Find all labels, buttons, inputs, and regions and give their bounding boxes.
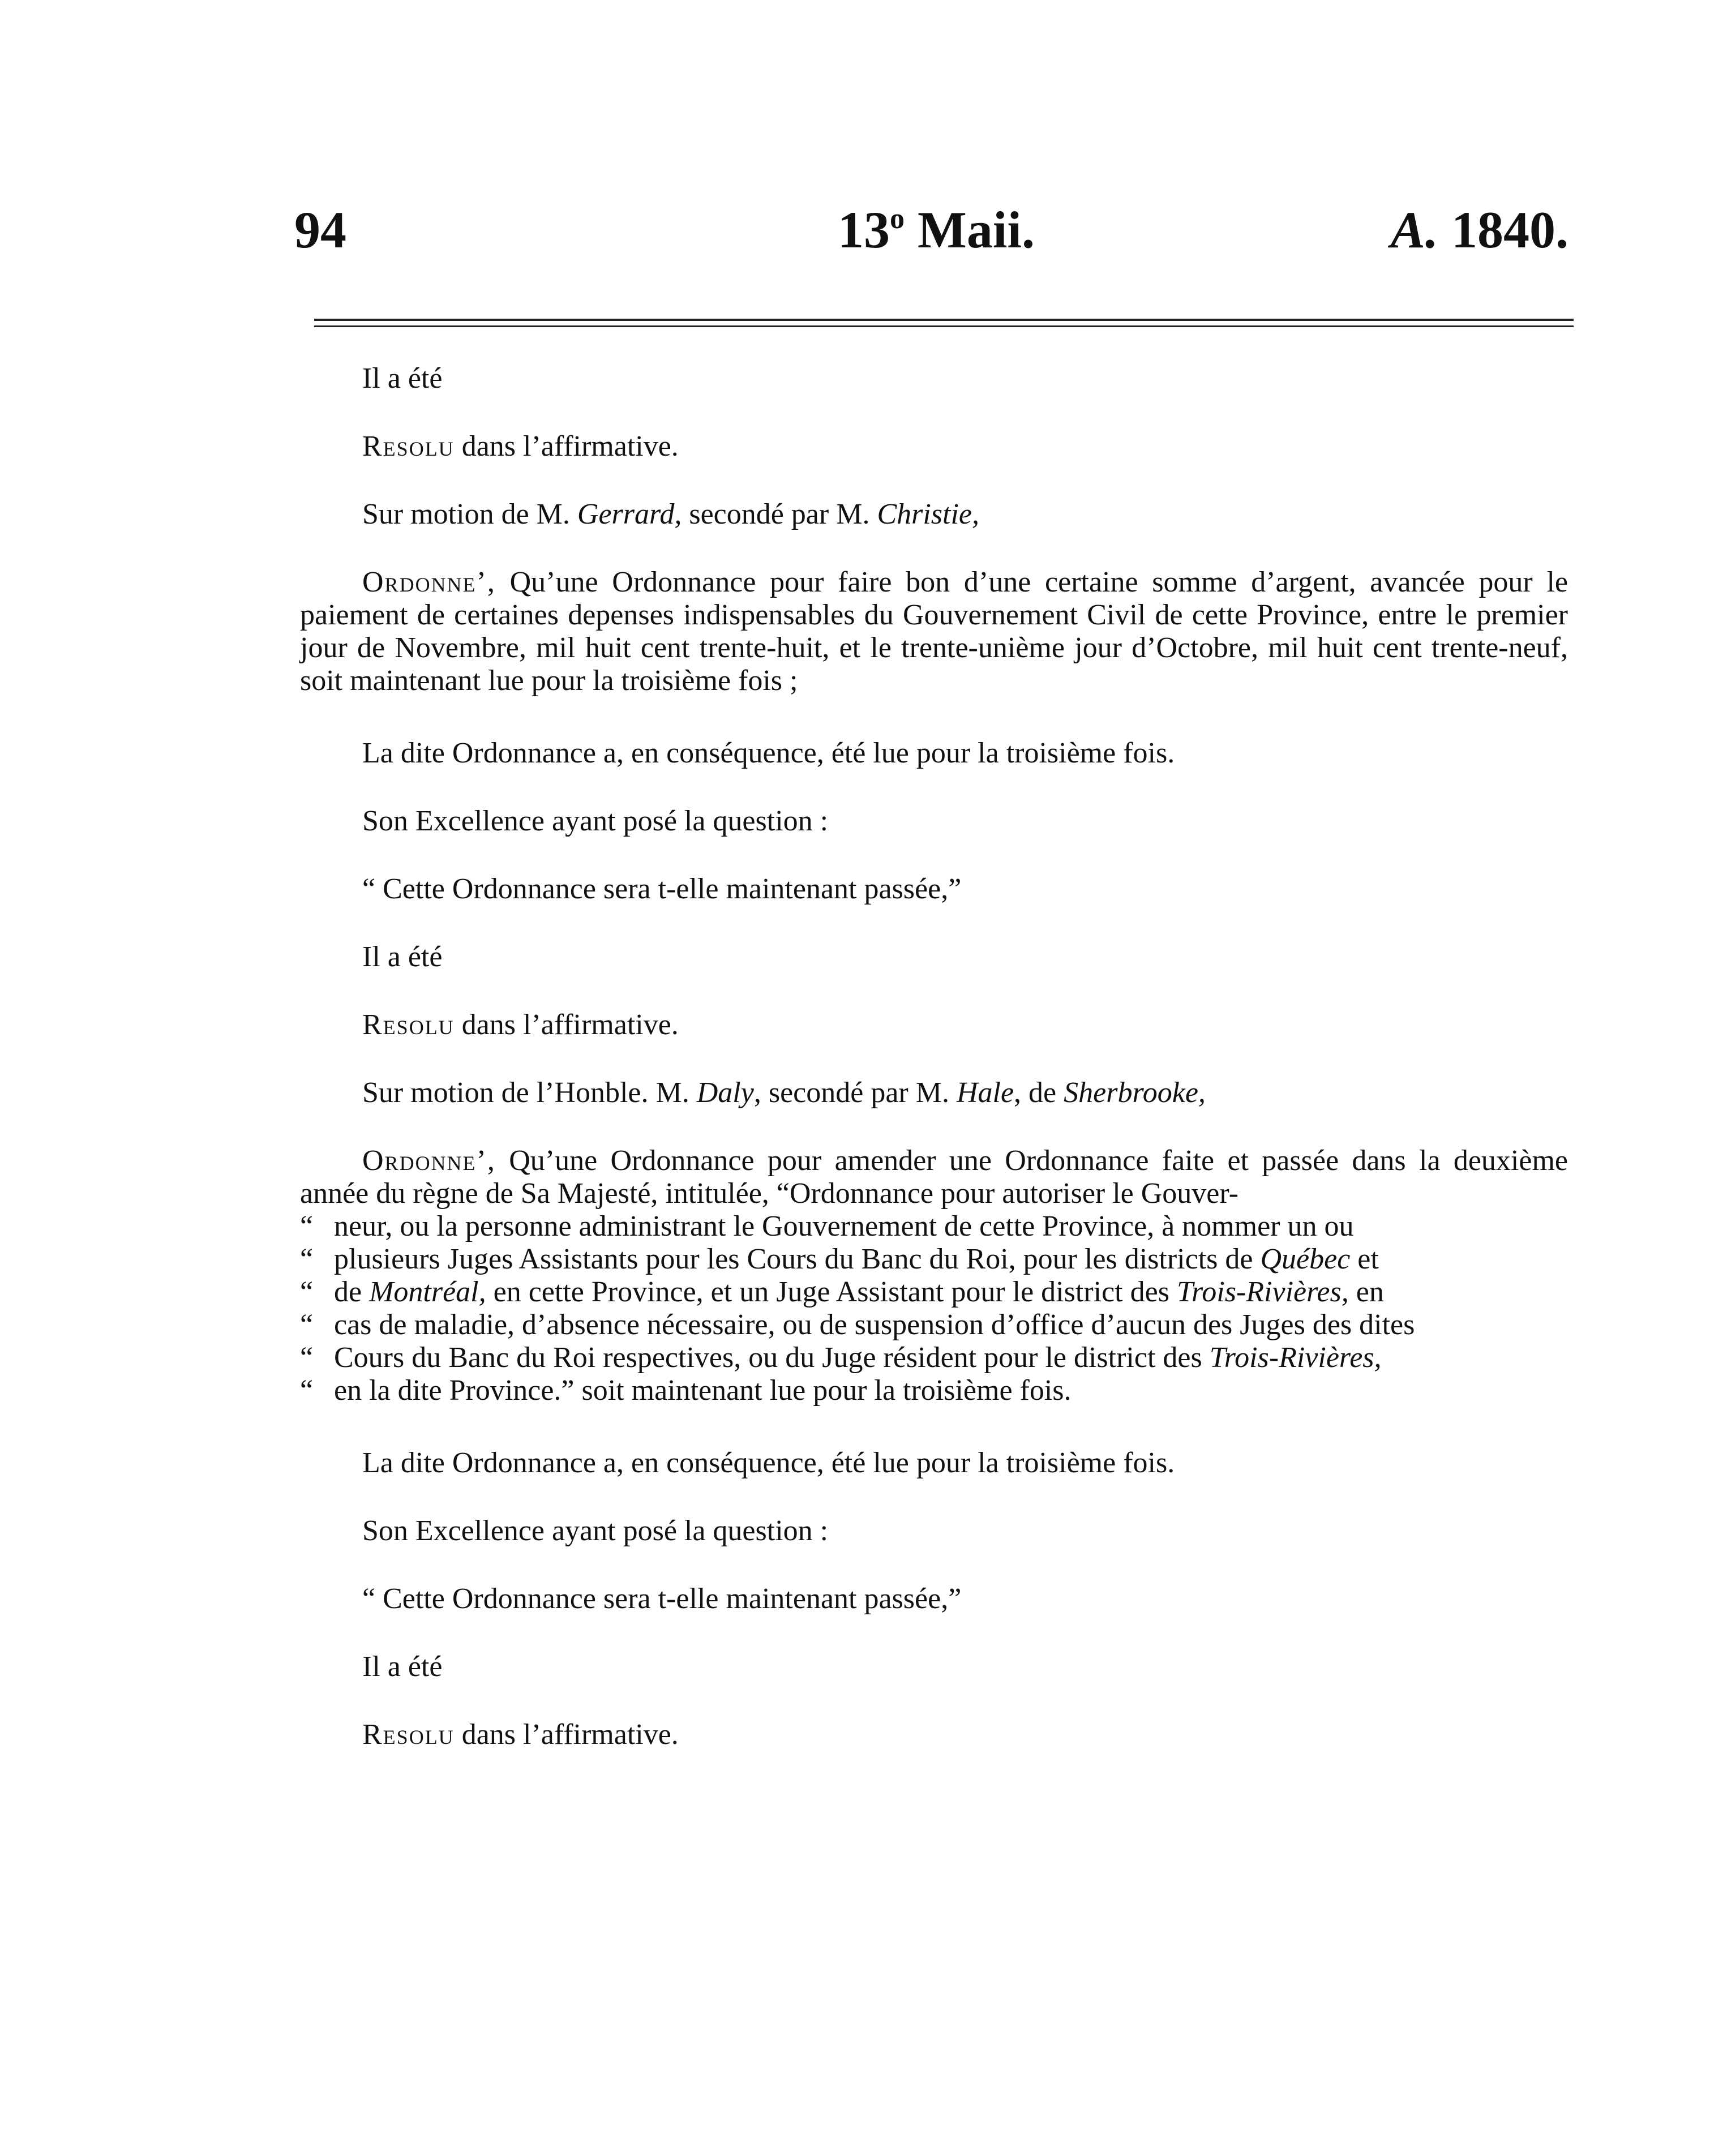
paragraph-motion-2 — [300, 1077, 1568, 1109]
quoted-text: en cette Province, et un Juge Assistant pour le district des — [486, 1276, 1177, 1308]
page-number: 94 — [294, 201, 346, 259]
place-name: Sherbrooke, — [1064, 1077, 1206, 1109]
resolu-label: Resolu — [362, 430, 455, 462]
paragraph-question-2: Son Excellence ayant posé la question : — [362, 1515, 829, 1547]
paragraph-resolu-1 — [300, 430, 1568, 463]
page-body — [300, 362, 1568, 1786]
paragraph-lue-2: La dite Ordonnance a, en conséquence, été lue pour la troisième fois. — [362, 1447, 1175, 1479]
paragraph-ordonne-2 — [300, 1145, 1568, 1407]
ordonne-text: Qu’une Ordonnance pour amender une Ordonnance faite et passée dans la deuxième année du règne de Sa Majesté, intitulée, “Ordonnance pour autoriser le Gouver- — [300, 1145, 1568, 1210]
date-superscript: o — [890, 203, 905, 235]
place-name: Montréal, — [369, 1276, 486, 1308]
mover-name: Daly — [696, 1077, 754, 1109]
mover-name: Gerrard, — [577, 498, 682, 530]
seconder-name: Hale — [956, 1077, 1014, 1109]
motion-text: , de — [1014, 1077, 1064, 1109]
paragraph-ordonne-1 — [300, 566, 1568, 697]
page-year — [1390, 201, 1569, 259]
resolu-text: dans l’affirmative. — [454, 430, 679, 462]
resolu-text: dans l’affirmative. — [454, 1009, 679, 1041]
place-name: Québec — [1260, 1243, 1351, 1275]
seconder-name: Christie, — [877, 498, 980, 530]
ordonne-text: Qu’une Ordonnance pour faire bon d’une certaine somme d’argent, avancée pour le paiement de certaines depenses indispensables du Gouvernement Civil de cette Province, entre le premier jour de Novembre, mil huit cent trente-huit, et le trente-unième jour d’Octobre, mil huit cent trente-neuf, soit maintenant lue pour la troisième fois ; — [300, 566, 1568, 697]
date-day: 13 — [838, 201, 890, 259]
date-month: Maii. — [918, 201, 1035, 259]
paragraph-lue-1: La dite Ordonnance a, en conséquence, été lue pour la troisième fois. — [362, 737, 1175, 769]
paragraph-il-a-ete-1: Il a été — [362, 362, 443, 395]
paragraph-quote-1: “ Cette Ordonnance sera t-elle maintenant passée,” — [362, 873, 962, 905]
motion-text: secondé par M. — [682, 498, 877, 530]
quoted-line: “ cas de maladie, d’absence nécessaire, ou de suspension d’office d’aucun des Juges des dites — [300, 1309, 1568, 1341]
quoted-line — [300, 1243, 1568, 1276]
header-rule-top — [314, 319, 1574, 321]
quoted-text: et — [1350, 1243, 1379, 1275]
motion-text: Sur motion de l’Honble. M. — [362, 1077, 697, 1109]
place-name: Trois-Rivières, — [1209, 1341, 1382, 1374]
header-rule-bottom — [314, 325, 1574, 327]
paragraph-il-a-ete-3: Il a été — [362, 1651, 443, 1683]
paragraph-resolu-3 — [300, 1718, 1568, 1751]
quoted-line: “ neur, ou la personne administrant le Gouvernement de cette Province, à nommer un ou — [300, 1210, 1568, 1243]
resolu-label: Resolu — [362, 1009, 455, 1041]
quoted-line — [300, 1341, 1568, 1374]
motion-text: , secondé par M. — [753, 1077, 957, 1109]
resolu-label: Resolu — [362, 1718, 455, 1751]
place-name: Trois-Rivières, — [1176, 1276, 1349, 1308]
quoted-text: plusieurs Juges Assistants pour les Cours du Banc du Roi, pour les districts de — [334, 1243, 1261, 1275]
quoted-text: de — [334, 1276, 370, 1308]
resolu-text: dans l’affirmative. — [454, 1718, 679, 1751]
paragraph-resolu-2 — [300, 1009, 1568, 1041]
paragraph-il-a-ete-2: Il a été — [362, 941, 443, 973]
quoted-line: “ en la dite Province.” soit maintenant lue pour la troisième fois. — [300, 1374, 1568, 1407]
paragraph-question-1: Son Excellence ayant posé la question : — [362, 805, 829, 837]
paragraph-quote-2: “ Cette Ordonnance sera t-elle maintenant passée,” — [362, 1583, 962, 1615]
ordonne-label: Ordonne’, — [362, 566, 496, 598]
quoted-line — [300, 1276, 1568, 1309]
ordonne-label: Ordonne’, — [362, 1145, 496, 1177]
ordonne-2-lead — [300, 1145, 1568, 1210]
page-date — [838, 201, 1035, 259]
quoted-text: Cours du Banc du Roi respectives, ou du Juge résident pour le district des — [334, 1341, 1210, 1374]
year-value: 1840. — [1451, 201, 1569, 259]
paragraph-motion-1 — [300, 498, 1568, 531]
motion-text: Sur motion de M. — [362, 498, 577, 530]
year-prefix: A. — [1390, 201, 1438, 259]
quoted-text: en — [1348, 1276, 1384, 1308]
